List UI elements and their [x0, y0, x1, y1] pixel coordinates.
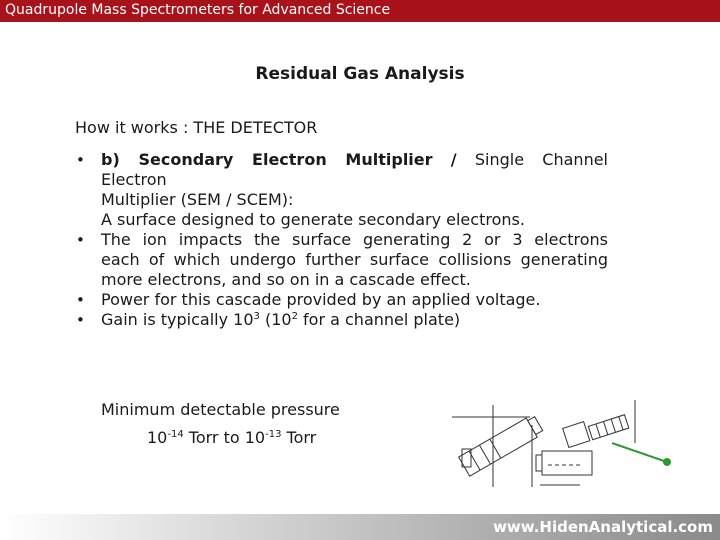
bullet-impact-line-1: The ion impacts the surface generating 2 or 3 electrons — [101, 230, 608, 249]
detector-housing — [542, 451, 592, 475]
collector-grid-line — [604, 421, 608, 434]
pressure-range-a: 10 — [147, 428, 168, 447]
bullet-item-power — [76, 290, 608, 310]
collector-grid-line — [611, 419, 615, 432]
minimum-pressure-label: Minimum detectable pressure — [101, 400, 340, 419]
detector-tube-ring — [479, 445, 490, 464]
detector-body — [459, 414, 544, 476]
gain-text-c: for a channel plate) — [297, 310, 461, 329]
pointer-dot-icon — [663, 458, 671, 466]
pressure-range-c: Torr — [281, 428, 317, 447]
pressure-range-b: Torr to 10 — [183, 428, 266, 447]
collector-assembly — [563, 409, 629, 447]
slide-title: Residual Gas Analysis — [255, 64, 465, 84]
gain-text-a: Gain is typically 10 — [101, 310, 254, 329]
pressure-exponent-2: -13 — [265, 429, 282, 440]
bullet-power-text: Power for this cascade provided by an applied voltage. — [101, 290, 541, 309]
collector-grid-line — [619, 417, 623, 430]
bullet-sem-line-4: A surface designed to generate secondary electrons. — [101, 210, 525, 229]
bullet-dot-icon: • — [76, 231, 85, 249]
bullet-dot-icon: • — [76, 151, 85, 169]
bullet-item-gain — [76, 310, 608, 330]
gain-exponent-1: 3 — [253, 311, 260, 322]
bullet-list — [76, 150, 608, 330]
minimum-pressure-block — [101, 396, 340, 452]
bullet-sem-separator: / — [450, 150, 457, 169]
bullet-sem-heading: b) Secondary Electron Multiplier — [101, 150, 433, 169]
footer-bar — [0, 514, 720, 540]
header-bar — [0, 0, 720, 22]
bullet-sem-heading-tail: Single Channel — [474, 150, 608, 169]
detector-housing-flange — [536, 455, 542, 471]
bullet-item-impact — [76, 230, 608, 290]
footer-url: www.HidenAnalytical.com — [493, 518, 713, 536]
header-title: Quadrupole Mass Spectrometers for Advanced Science — [5, 2, 391, 18]
gain-text-b: (10 — [259, 310, 292, 329]
bullet-impact-line-3: more electrons, and so on in a cascade effect. — [101, 270, 471, 289]
bullet-dot-icon: • — [76, 311, 85, 329]
bullet-sem-line-2: Electron — [101, 170, 167, 189]
minimum-pressure-range — [101, 424, 340, 452]
slide-subtitle: How it works : THE DETECTOR — [75, 118, 318, 137]
bullet-sem-line-1 — [101, 150, 608, 170]
bullet-sem-line-3: Multiplier (SEM / SCEM): — [101, 190, 294, 209]
detector-diagram — [440, 395, 680, 495]
pressure-exponent-1: -14 — [167, 429, 184, 440]
bullet-dot-icon: • — [76, 291, 85, 309]
detector-tube-cap — [528, 417, 543, 435]
bullet-item-sem — [76, 150, 608, 230]
gain-exponent-2: 2 — [291, 311, 298, 322]
bullet-gain-text — [101, 310, 608, 330]
bullet-impact-line-2: each of which undergo further surface collisions generating — [101, 250, 608, 269]
collector-plate — [563, 422, 590, 448]
collector-grid-line — [596, 424, 600, 437]
pointer-arrow-line — [612, 443, 664, 461]
detector-tube-ring — [490, 439, 501, 458]
